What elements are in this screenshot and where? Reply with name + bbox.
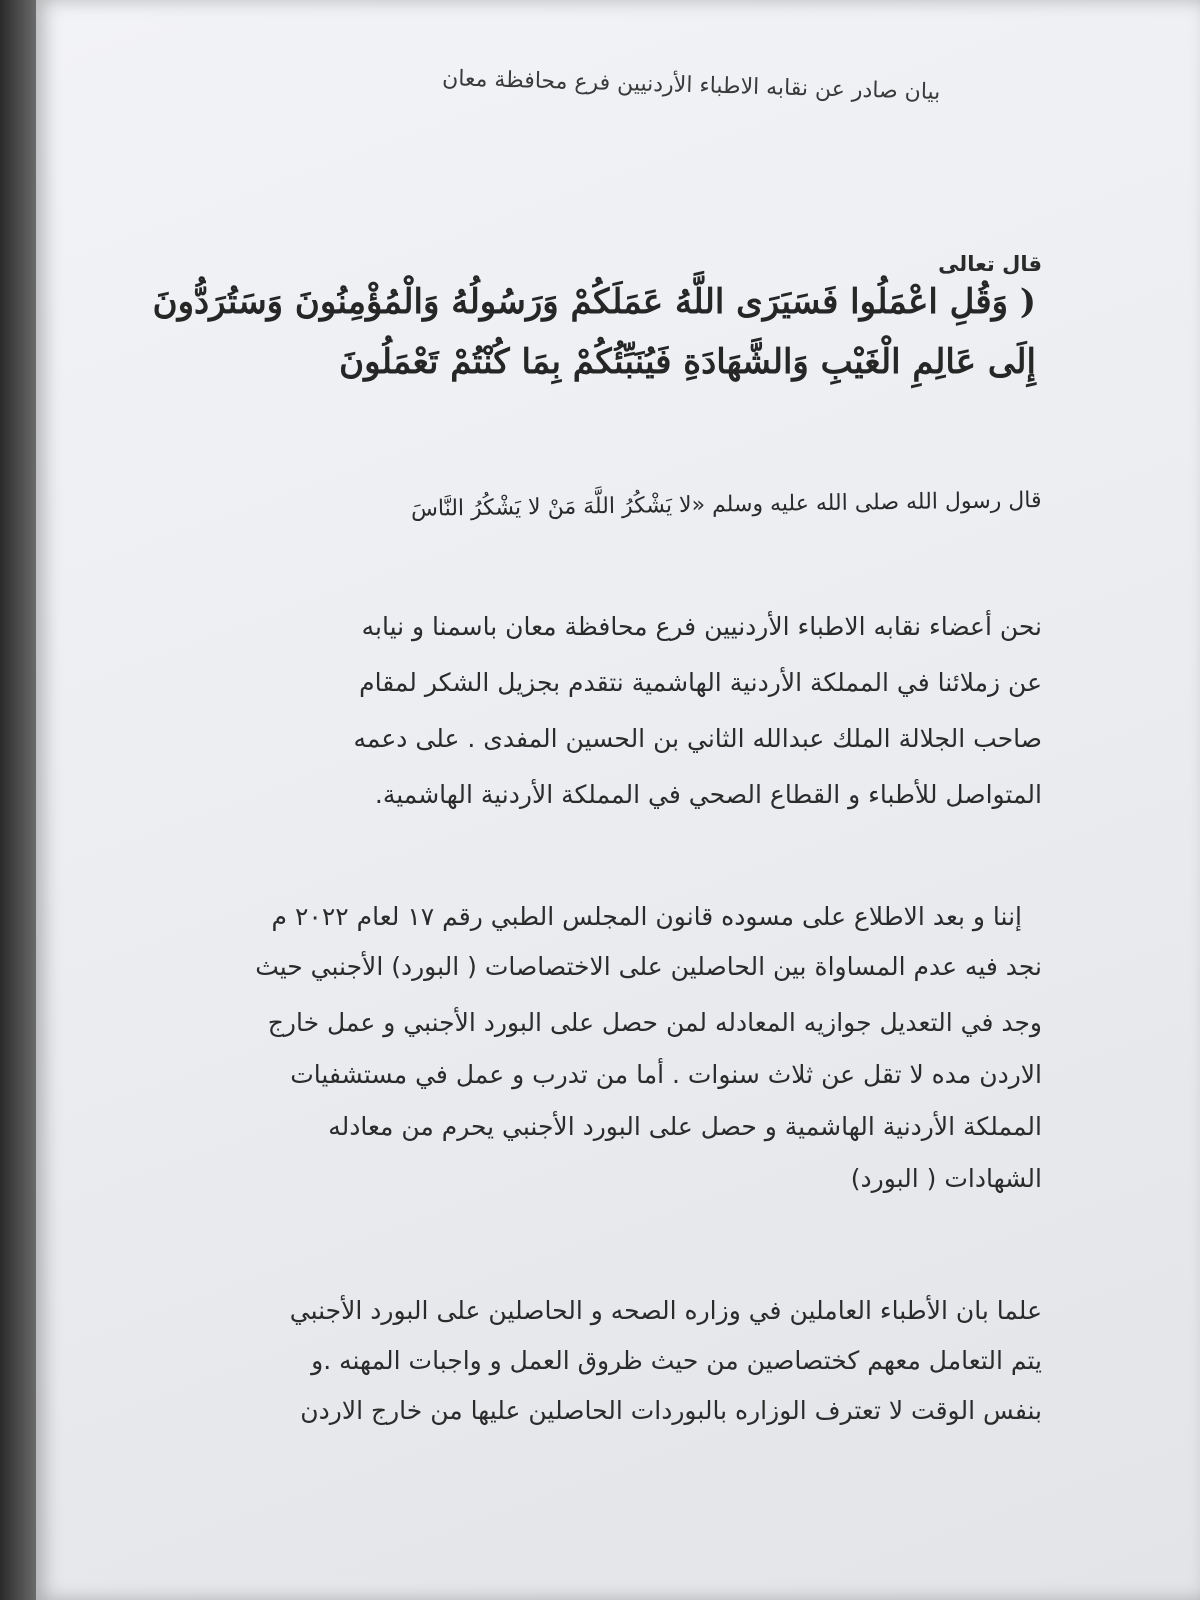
paragraph1-line-4: المتواصل للأطباء و القطاع الصحي في المملكة الأردنية الهاشمية. (374, 780, 1042, 809)
paragraph2-line-4: الاردن مده لا تقل عن ثلاث سنوات . أما من تدرب و عمل في مستشفيات (290, 1060, 1042, 1089)
paragraph1-line-1: نحن أعضاء نقابه الاطباء الأردنيين فرع محافظة معان باسمنا و نيابه (361, 612, 1042, 641)
paragraph1-line-2: عن زملائنا في المملكة الأردنية الهاشمية نتقدم بجزيل الشكر لمقام (359, 668, 1042, 697)
paragraph3-line-3: بنفس الوقت لا تعترف الوزاره بالبوردات الحاصلين عليها من خارج الاردن (300, 1396, 1042, 1425)
document-page (36, 0, 1200, 1600)
hadith-line: قال رسول الله صلى الله عليه وسلم «لا يَشْكُرُ اللَّهَ مَنْ لا يَشْكُرُ النَّاسَ (411, 488, 1043, 522)
page-edge-shadow (0, 0, 36, 1600)
document-title: بيان صادر عن نقابه الاطباء الأردنيين فرع محافظة معان (441, 66, 941, 105)
paragraph2-line-2: نجد فيه عدم المساواة بين الحاصلين على الاختصاصات ( البورد) الأجنبي حيث (255, 952, 1042, 981)
paragraph2-line-6: الشهادات ( البورد) (850, 1164, 1042, 1193)
paragraph3-line-1: علما بان الأطباء العاملين في وزاره الصحه و الحاصلين على البورد الأجنبي (289, 1296, 1042, 1325)
paragraph2-line-5: المملكة الأردنية الهاشمية و حصل على البورد الأجنبي يحرم من معادله (328, 1112, 1042, 1141)
verse-line-2: إِلَى عَالِمِ الْغَيْبِ وَالشَّهَادَةِ فَيُنَبِّئُكُمْ بِمَا كُنْتُمْ تَعْمَلُونَ (339, 342, 1036, 382)
paragraph2-line-3: وجد في التعديل جوازيه المعادله لمن حصل على البورد الأجنبي و عمل خارج (267, 1008, 1042, 1037)
paragraph3-line-2: يتم التعامل معهم كختصاصين من حيث ظروق العمل و واجبات المهنه .و (311, 1346, 1042, 1375)
verse-intro: قال تعالى (938, 252, 1042, 276)
paragraph1-line-3: صاحب الجلالة الملك عبدالله الثاني بن الحسين المفدى . على دعمه (353, 724, 1042, 753)
paragraph2-line-1: إننا و بعد الاطلاع على مسوده قانون المجلس الطبي رقم ١٧ لعام ٢٠٢٢ م (271, 902, 1022, 931)
verse-line-1: ( وَقُلِ اعْمَلُوا فَسَيَرَى اللَّهُ عَمَلَكُمْ وَرَسُولُهُ وَالْمُؤْمِنُونَ وَسَتُرَدُّونَ (152, 282, 1036, 322)
